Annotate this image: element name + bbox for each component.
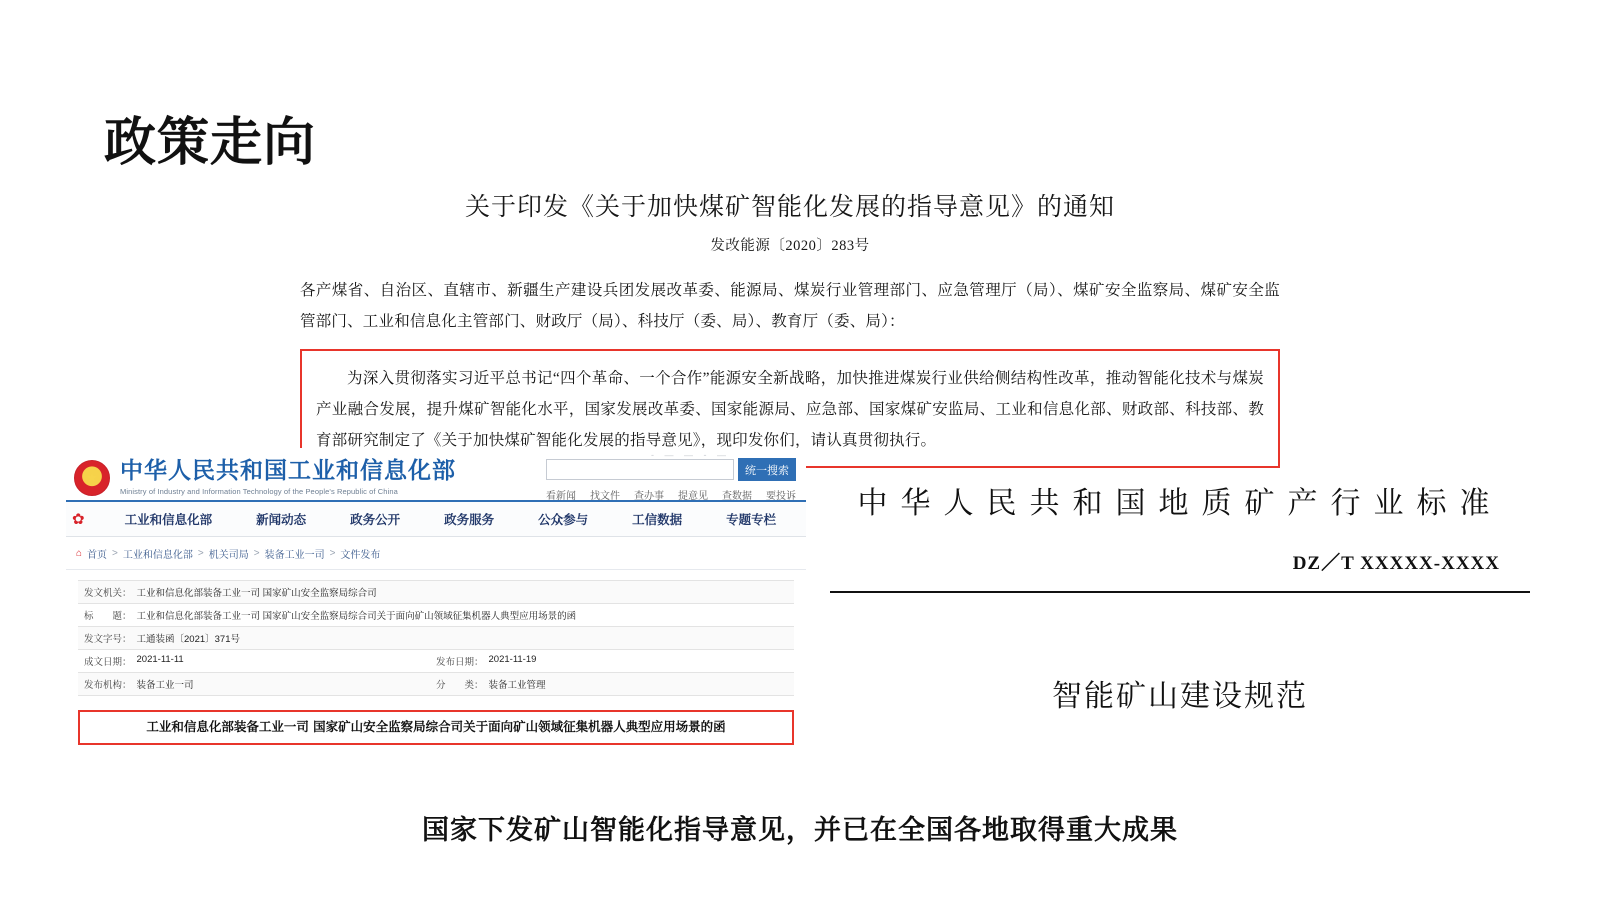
horizontal-rule [830,591,1530,593]
nav-item-government-disclosure[interactable]: 政务公开 [350,513,401,527]
document-headline: 工业和信息化部装备工业一司 国家矿山安全监察局综合司关于面向矿山领域征集机器人典型应用场景的函 [78,710,794,745]
breadcrumb [66,537,806,570]
breadcrumb-item-ministry[interactable]: 工业和信息化部 [122,550,193,561]
industry-standard-cover [830,478,1530,715]
meta-cell [84,585,377,599]
table-row [78,673,794,696]
nav-item-government-services[interactable]: 政务服务 [444,513,495,527]
table-row [78,650,794,673]
meta-label: 标 题： [84,611,132,622]
decorative-dots: - — — - — [651,450,730,460]
home-icon-small: ⌂ [76,548,83,559]
slide-caption: 国家下发矿山智能化指导意见，并已在全国各地取得重大成果 [422,815,1178,846]
miit-main-nav [66,500,806,537]
meta-value: 工业和信息化部装备工业一司 国家矿山安全监察局综合司关于面向矿山领域征集机器人典型应用场景的函 [136,611,577,622]
standard-title: 中华人民共和国地质矿产行业标准 [857,487,1503,520]
miit-quick-links [546,487,796,502]
breadcrumb-item-departments[interactable]: 机关司局 [208,550,249,561]
meta-value: 工通装函〔2021〕371号 [136,634,240,645]
meta-value: 装备工业一司 [136,680,194,691]
meta-cell [436,654,788,668]
breadcrumb-item-equipment-dept[interactable]: 装备工业一司 [264,550,325,561]
meta-cell [84,677,436,691]
notice-body-text: 为深入贯彻落实习近平总书记“四个革命、一个合作”能源安全新战略，加快推进煤炭行业供给侧结构性改革，推动智能化技术与煤炭产业融合发展，提升煤矿智能化水平，国家发展改革委、国家能源局、应急部、国家煤矿安监局、工业和信息化部、财政部、科技部、教育部研究制定了《关于加快煤矿智能化发展的指导意见》，现印发你们，请认真贯彻执行。 [316,369,1264,449]
notice-document [300,192,1280,468]
nav-item-special-topics[interactable]: 专题专栏 [726,513,777,527]
miit-org-names [120,458,456,496]
search-input[interactable] [546,459,734,480]
breadcrumb-separator: > [329,548,336,559]
meta-cell [84,608,576,622]
miit-org-name-cn: 中华人民共和国工业和信息化部 [120,458,456,484]
quick-link[interactable]: 要投诉 [766,491,796,502]
meta-label: 发文字号： [84,634,132,645]
national-emblem-icon [74,460,110,496]
meta-cell [84,654,436,668]
breadcrumb-item-documents[interactable]: 文件发布 [340,550,381,561]
table-row [78,604,794,627]
standard-name: 智能矿山建设规范 [1052,679,1308,714]
meta-label: 发布日期： [436,657,484,668]
page-title: 政策走向 [104,113,317,173]
nav-item-data[interactable]: 工信数据 [632,513,683,527]
meta-label: 发布机构： [84,680,132,691]
notice-document-number: 发改能源〔2020〕283号 [710,237,870,254]
meta-cell [84,631,240,645]
nav-item-news[interactable]: 新闻动态 [256,513,307,527]
table-row [78,581,794,604]
quick-link[interactable]: 查数据 [722,491,752,502]
home-icon[interactable]: ✿ [72,511,85,528]
search-button[interactable]: 统一搜索 [738,458,796,481]
table-row [78,627,794,650]
meta-value: 工业和信息化部装备工业一司 国家矿山安全监察局综合司 [136,588,377,599]
meta-cell [436,677,788,691]
standard-code: DZ／T XXXXX-XXXX [1292,553,1500,574]
quick-link[interactable]: 查办事 [634,491,664,502]
nav-item-public-participation[interactable]: 公众参与 [538,513,589,527]
meta-label: 分 类： [436,680,484,691]
miit-website-screenshot [66,448,806,745]
miit-site-header [66,448,806,500]
quick-link[interactable]: 找文件 [590,491,620,502]
breadcrumb-separator: > [197,548,204,559]
breadcrumb-item-home[interactable]: 首页 [87,550,108,561]
notice-recipients: 各产煤省、自治区、直辖市、新疆生产建设兵团发展改革委、能源局、煤炭行业管理部门、应急管理厅（局）、煤矿安全监察局、煤矿安全监管部门、工业和信息化主管部门、财政厅（局）、科技厅（委、局）、教育厅（委、局）： [300,281,1280,330]
breadcrumb-separator: > [112,548,118,559]
notice-title: 关于印发《关于加快煤矿智能化发展的指导意见》的通知 [464,194,1115,221]
nav-item-ministry[interactable]: 工业和信息化部 [124,513,213,527]
quick-link[interactable]: 提意见 [678,491,708,502]
quick-link[interactable]: 看新闻 [546,491,576,502]
meta-value: 装备工业管理 [488,680,546,691]
meta-value: 2021-11-19 [488,654,537,665]
miit-search-row [546,458,796,481]
meta-label: 成文日期： [84,657,132,668]
meta-label: 发文机关： [84,588,132,599]
meta-value: 2021-11-11 [136,654,184,665]
document-meta-table [78,580,794,696]
miit-search-area [546,450,796,502]
miit-org-name-en: Ministry of Industry and Information Technology of the People's Republic of China [120,487,398,497]
breadcrumb-separator: > [253,548,260,559]
